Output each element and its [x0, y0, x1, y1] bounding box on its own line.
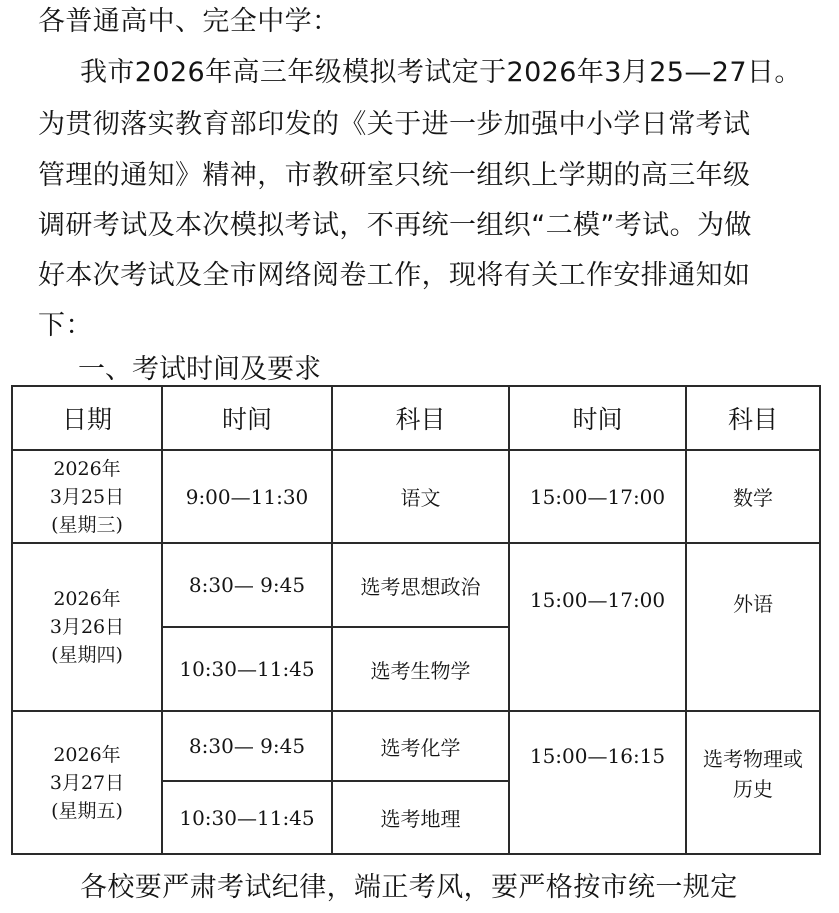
paragraph-line-1: 我市2026年高三年级模拟考试定于2026年3月25—27日。: [80, 57, 802, 88]
date-weekday: (星期五): [51, 799, 123, 822]
closing-line: 各校要严肃考试纪律，端正考风，要严格按市统一规定: [80, 872, 738, 903]
date-day: 3月27日: [49, 771, 125, 794]
paragraph-line-3: 管理的通知》精神，市教研室只统一组织上学期的高三年级: [38, 160, 751, 191]
paragraph-line-5: 好本次考试及全市网络阅卷工作，现将有关工作安排通知如: [38, 260, 751, 291]
morning-subject: 选考生物学: [332, 627, 509, 711]
afternoon-subject-line-2: 历史: [733, 777, 773, 801]
morning-time: 9:00—11:30: [162, 450, 332, 543]
afternoon-subject: 数学: [686, 450, 820, 543]
morning-subject: 选考地理: [332, 781, 509, 854]
morning-subject: 选考思想政治: [332, 543, 509, 627]
table-header-row: [12, 386, 820, 450]
header-subject-morning: 科目: [332, 386, 509, 450]
paragraph-line-6: 下：: [38, 310, 93, 341]
morning-time: 10:30—11:45: [162, 781, 332, 854]
header-subject-afternoon: 科目: [686, 386, 820, 450]
afternoon-time: 15:00—17:00: [509, 543, 686, 711]
morning-time: 8:30— 9:45: [162, 543, 332, 627]
greeting: 各普通高中、完全中学：: [38, 6, 340, 37]
paragraph-line-4: 调研考试及本次模拟考试，不再统一组织“二模”考试。为做: [38, 210, 752, 241]
afternoon-time: 15:00—17:00: [509, 450, 686, 543]
paragraph-line-2: 为贯彻落实教育部印发的《关于进一步加强中小学日常考试: [38, 109, 751, 140]
header-time-morning: 时间: [162, 386, 332, 450]
table-row: [12, 543, 820, 627]
date-cell: [12, 450, 162, 543]
section-heading: 一、考试时间及要求: [78, 354, 321, 385]
table-row: [12, 711, 820, 781]
header-date: 日期: [12, 386, 162, 450]
morning-time: 10:30—11:45: [162, 627, 332, 711]
date-weekday: (星期四): [51, 644, 123, 666]
date-year: 2026年: [53, 457, 121, 480]
date-weekday: (星期三): [51, 513, 123, 536]
date-day: 3月26日: [49, 616, 125, 638]
table-row: [12, 450, 820, 543]
date-year: 2026年: [53, 743, 121, 766]
header-time-afternoon: 时间: [509, 386, 686, 450]
afternoon-subject-line-1: 选考物理或: [703, 747, 803, 771]
afternoon-subject: 外语: [686, 543, 820, 711]
morning-time: 8:30— 9:45: [162, 711, 332, 781]
date-day: 3月25日: [49, 485, 125, 508]
exam-schedule-table: [11, 385, 821, 855]
morning-subject: 语文: [332, 450, 509, 543]
date-year: 2026年: [53, 588, 121, 610]
afternoon-subject: [686, 711, 820, 854]
date-cell: [12, 711, 162, 854]
afternoon-time: 15:00—16:15: [509, 711, 686, 854]
date-cell: [12, 543, 162, 711]
morning-subject: 选考化学: [332, 711, 509, 781]
